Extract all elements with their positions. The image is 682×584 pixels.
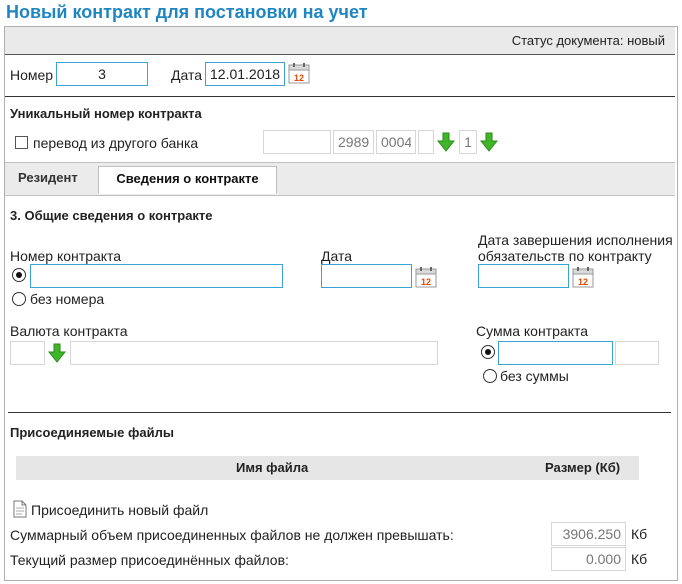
unique-part3-input: [376, 130, 416, 154]
contract-number-label: Номер контракта: [10, 248, 122, 264]
unique-part2-input: [333, 130, 374, 154]
sum-extra-input: [615, 341, 659, 365]
current-size-label: Текущий размер присоединённых файлов:: [10, 552, 289, 568]
no-number-label: без номера: [30, 291, 105, 307]
calendar-icon[interactable]: [572, 266, 594, 288]
calendar-icon[interactable]: [288, 62, 310, 84]
calendar-icon[interactable]: [415, 266, 437, 288]
contract-date-label: Дата: [321, 248, 353, 264]
files-table-header: [16, 456, 639, 480]
transfer-label: перевод из другого банка: [33, 135, 199, 151]
no-number-radio[interactable]: [12, 292, 26, 306]
end-date-label-line1: Дата завершения исполнения: [478, 232, 673, 248]
svg-text:12: 12: [293, 73, 305, 83]
transfer-checkbox[interactable]: [15, 136, 28, 149]
tab-resident[interactable]: Резидент: [18, 170, 78, 185]
sum-input[interactable]: [498, 341, 613, 365]
page-title: Новый контракт для постановки на учет: [6, 2, 368, 22]
no-sum-label: без суммы: [500, 368, 569, 384]
currency-code-input[interactable]: [10, 341, 45, 365]
column-file-name: Имя файла: [236, 460, 309, 475]
max-size-unit: Кб: [631, 526, 648, 542]
max-size-value: [551, 522, 626, 546]
date-input[interactable]: [205, 62, 285, 86]
arrow-down-icon[interactable]: [48, 343, 66, 363]
max-size-label: Суммарный объем присоединенных файлов не должен превышать:: [10, 527, 454, 543]
unique-part1-input[interactable]: [263, 130, 331, 154]
unique-part5-input: [459, 130, 477, 154]
currency-name-input: [70, 341, 438, 365]
divider: [8, 412, 671, 413]
unique-number-title: Уникальный номер контракта: [10, 106, 202, 121]
date-label: Дата: [171, 67, 203, 83]
status-value: новый: [627, 33, 665, 48]
document-status: [512, 33, 665, 48]
divider: [5, 96, 675, 97]
with-number-radio[interactable]: [12, 268, 26, 282]
current-size-unit: Кб: [631, 551, 648, 567]
end-date-input[interactable]: [478, 264, 569, 288]
sum-label: Сумма контракта: [476, 323, 588, 339]
files-title: Присоединяемые файлы: [10, 425, 174, 440]
arrow-down-icon[interactable]: [480, 132, 498, 152]
contract-number-input[interactable]: [30, 264, 283, 288]
number-label: Номер: [10, 67, 54, 83]
with-sum-radio[interactable]: [481, 345, 495, 359]
unique-part4-input[interactable]: [418, 130, 434, 154]
section-title: 3. Общие сведения о контракте: [10, 208, 213, 223]
svg-text:12: 12: [420, 277, 432, 287]
arrow-down-icon[interactable]: [437, 132, 455, 152]
end-date-label-line2: обязательств по контракту: [478, 248, 652, 264]
currency-label: Валюта контракта: [10, 323, 128, 339]
status-label: Статус документа:: [511, 33, 624, 48]
svg-text:12: 12: [577, 277, 589, 287]
number-input[interactable]: [56, 62, 148, 86]
attach-file-icon[interactable]: [11, 500, 29, 518]
attach-new-file-link[interactable]: Присоединить новый файл: [31, 502, 209, 518]
status-bar: [5, 27, 675, 55]
column-file-size: Размер (Кб): [545, 460, 621, 475]
contract-date-input[interactable]: [321, 264, 412, 288]
no-sum-radio[interactable]: [483, 369, 497, 383]
current-size-value: [551, 547, 626, 571]
tab-contract-details[interactable]: Сведения о контракте: [98, 166, 277, 194]
